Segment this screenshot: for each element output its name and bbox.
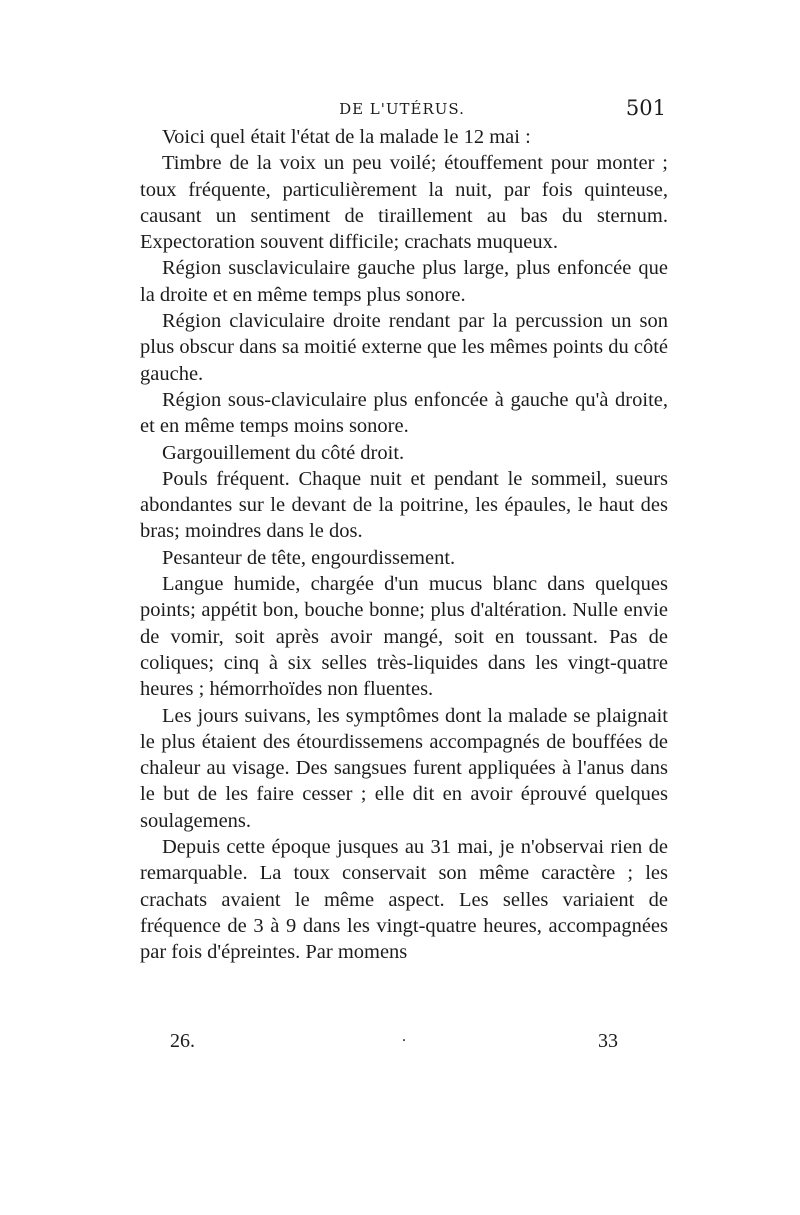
paragraph: Timbre de la voix un peu voilé; étouffement pour monter ; toux fréquente, particulièrement la nuit, par fois quinteuse, causant un sentiment de tiraillement au bas du sternum. Expectoration souvent difficile; crachats muqueux. (140, 152, 668, 254)
paragraph: Voici quel était l'état de la malade le 12 mai : (162, 126, 531, 148)
footer-dot: . (402, 1028, 406, 1045)
paragraph: Région claviculaire droite rendant par la percussion un son plus obscur dans sa moitié externe que les mêmes points du côté gauche. (140, 310, 668, 385)
running-header (138, 96, 666, 122)
paragraph: Gargouillement du côté droit. (162, 441, 405, 464)
paragraph: Les jours suivans, les symptômes dont la malade se plaignait le plus étaient des étourdissemens accompagnés de bouffées de chaleur au visage. Des sangsues furent appliquées à l'anus dans le but de les faire cesser ; elle dit en avoir éprouvé quelques soulagemens. (140, 704, 668, 832)
sheet-number: 33 (598, 1030, 618, 1052)
page-number: 501 (625, 96, 666, 120)
paragraph: Région susclaviculaire gauche plus large, plus enfoncée que la droite et en même temps plus sonore. (140, 257, 668, 306)
paragraph: Pouls fréquent. Chaque nuit et pendant le sommeil, sueurs abondantes sur le devant de la poitrine, les épaules, le haut des bras; moindres dans le dos. (140, 467, 668, 543)
paragraph: Langue humide, chargée d'un mucus blanc dans quelques points; appétit bon, bouche bonne; plus d'altération. Nulle envie de vomir, soit après avoir mangé, soit en toussant. Pas de coliques; cinq à six selles très-liquides dans les vingt-quatre heures ; hémorrhoïdes non fluentes. (140, 573, 668, 701)
signature-mark: 26. (170, 1030, 195, 1052)
body-text (140, 124, 668, 966)
running-title: DE L'UTÉRUS. (339, 100, 465, 118)
page-footer (170, 1030, 618, 1056)
paragraph: Région sous-claviculaire plus enfoncée à gauche qu'à droite, et en même temps moins sonore. (140, 388, 668, 438)
paragraph: Pesanteur de tête, engourdissement. (162, 546, 456, 569)
paragraph: Depuis cette époque jusques au 31 mai, je n'observai rien de remarquable. La toux conservait son même caractère ; les crachats avaient le même aspect. Les selles variaient de fréquence de 3 à 9 dans les vingt-quatre heures, accompagnées par fois d'épreintes. Par momens (140, 836, 668, 964)
